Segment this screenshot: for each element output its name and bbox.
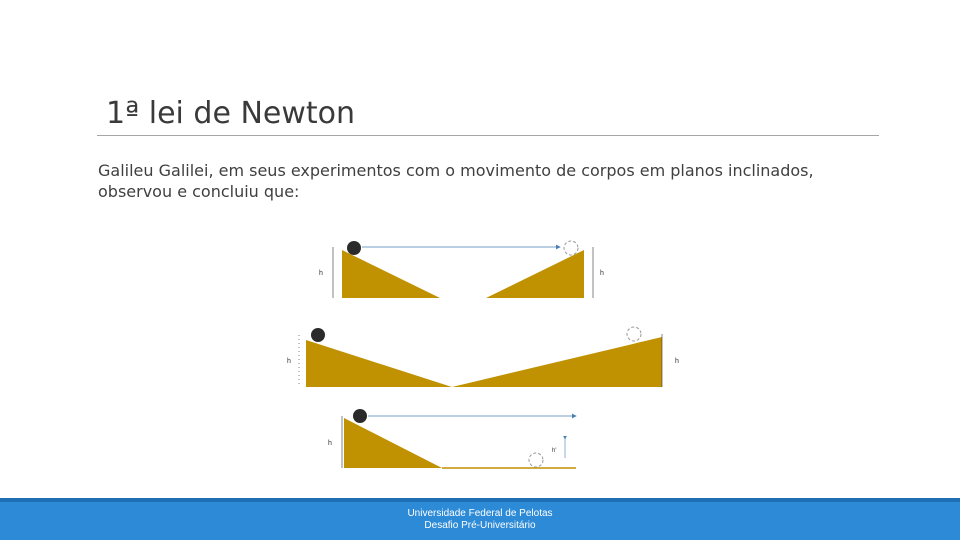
height-label: h — [287, 358, 291, 365]
height-label: h — [675, 358, 679, 365]
height-label: h — [600, 270, 604, 277]
experiment-1 — [319, 241, 604, 298]
ramp-2-right — [452, 337, 662, 387]
slide-body-text: Galileu Galilei, em seus experimentos com o movimento de corpos em planos inclinados, observou e concluiu que: — [98, 161, 814, 201]
ramp-3-left — [344, 418, 442, 468]
ball-start-1 — [347, 241, 361, 255]
ball-end-3 — [529, 453, 543, 467]
slide-title: 1ª lei de Newton — [106, 96, 356, 131]
footer-institution: Universidade Federal de Pelotas — [407, 508, 553, 519]
footer-program: Desafio Pré-Universitário — [424, 520, 536, 531]
title-divider — [97, 135, 879, 136]
ramp-1-left — [342, 250, 440, 298]
experiment-3 — [328, 409, 576, 468]
height-label: h' — [552, 448, 557, 454]
ramp-2-left — [306, 340, 452, 387]
footer-text — [0, 508, 960, 532]
ball-start-2 — [311, 328, 325, 342]
height-label: h — [319, 270, 323, 277]
ball-end-1 — [564, 241, 578, 255]
ball-start-3 — [353, 409, 367, 423]
ball-end-2 — [627, 327, 641, 341]
experiment-2 — [287, 327, 679, 387]
footer-bar — [0, 498, 960, 540]
inclined-planes-figure — [280, 230, 700, 480]
height-label: h — [328, 440, 332, 447]
footer-accent — [0, 498, 960, 502]
ramp-1-right — [486, 250, 584, 298]
